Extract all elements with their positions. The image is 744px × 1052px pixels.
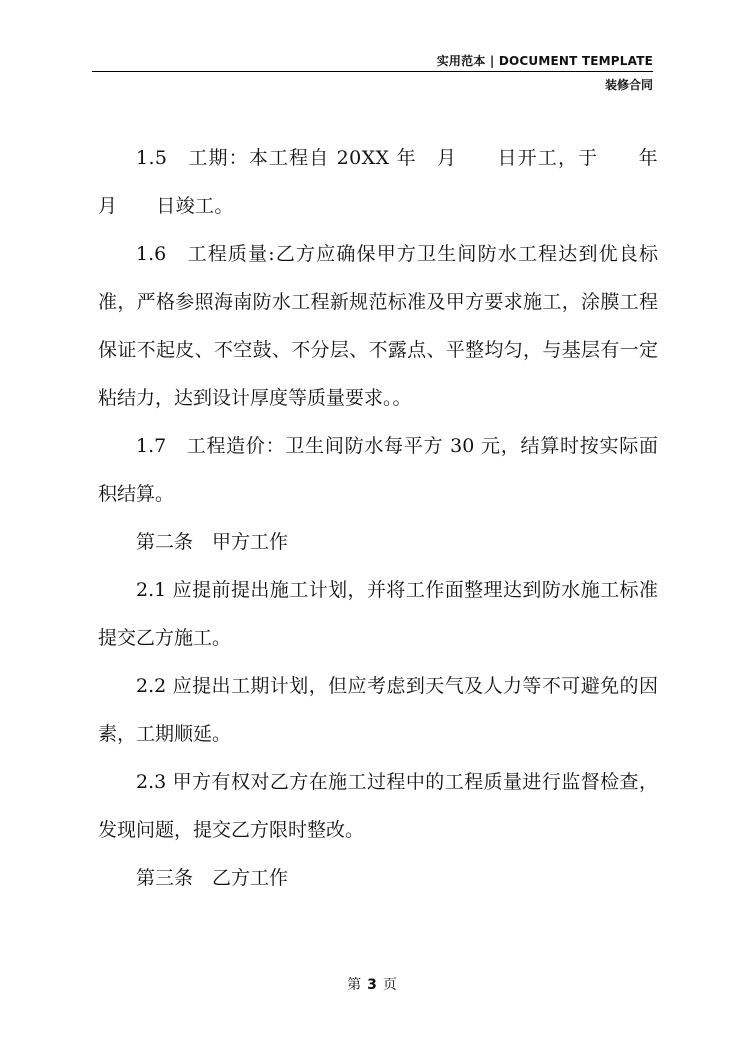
page-header: [92, 52, 653, 98]
header-divider: [92, 71, 653, 72]
footer-prefix: 第: [347, 977, 362, 993]
paragraph-1-7: 1.7 工程造价：卫生间防水每平方 30 元，结算时按实际面积结算。: [98, 435, 658, 505]
document-body: [98, 134, 658, 902]
page-footer: [0, 974, 744, 994]
section-heading-article-3: 第三条 乙方工作: [136, 867, 289, 889]
footer-suffix: 页: [382, 977, 397, 993]
paragraph-2-3: 2.3 甲方有权对乙方在施工过程中的工程质量进行监督检查，发现问题，提交乙方限时整改。: [98, 771, 658, 841]
paragraph-2-1: 2.1 应提前提出施工计划，并将工作面整理达到防水施工标准提交乙方施工。: [98, 579, 658, 649]
paragraph-1-5: 1.5 工期：本工程自 20XX 年 月 日开工，于 年月 日竣工。: [98, 147, 658, 217]
section-heading-article-2: 第二条 甲方工作: [136, 531, 289, 553]
header-title: 实用范本 | DOCUMENT TEMPLATE: [436, 54, 653, 68]
header-subtitle: 装修合同: [604, 78, 653, 92]
paragraph-1-6: 1.6 工程质量:乙方应确保甲方卫生间防水工程达到优良标准，严格参照海南防水工程新规范标准及甲方要求施工，涂膜工程保证不起皮、不空鼓、不分层、不露点、平整均匀，与基层有一定粘结力，达到设计厚度等质量要求。。: [98, 243, 658, 409]
page-number: 3: [367, 977, 377, 993]
paragraph-2-2: 2.2 应提出工期计划，但应考虑到天气及人力等不可避免的因素，工期顺延。: [98, 675, 658, 745]
